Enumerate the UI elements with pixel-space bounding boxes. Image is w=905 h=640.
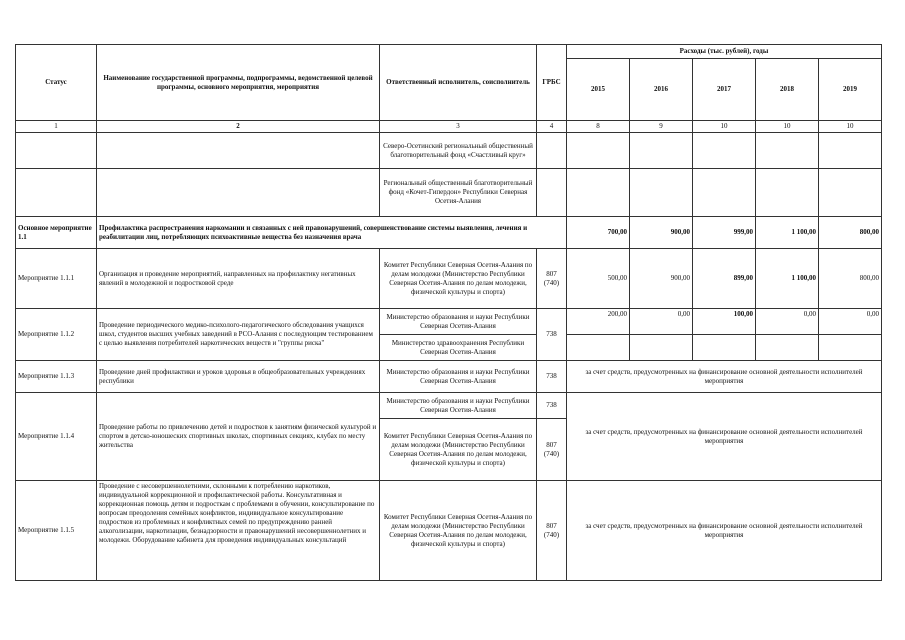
value-cell: 200,00: [567, 309, 630, 335]
grbs-cell: 738: [537, 309, 567, 361]
col-number: 10: [693, 121, 756, 133]
name-cell: Организация и проведение мероприятий, направленных на профилактику негативных явлений в молодежной и подростковой среде: [97, 249, 380, 309]
status-cell: Мероприятие 1.1.3: [16, 361, 97, 393]
executor-cell: Комитет Республики Северная Осетия-Алания по делам молодежи (Министерство Республики Северная Осетия-Алания по делам молодежи, физической культуры и спорта): [380, 249, 537, 309]
col-number: 9: [630, 121, 693, 133]
executor-cell: Министерство здравоохранения Республики Северная Осетия-Алания: [380, 335, 537, 361]
header-name: Наименование государственной программы, подпрограммы, ведомственной целевой программы, основного мероприятия, мероприятия: [97, 45, 380, 121]
status-cell: Мероприятие 1.1.2: [16, 309, 97, 361]
status-cell: Мероприятие 1.1.1: [16, 249, 97, 309]
header-expenses: Расходы (тыс. рублей), годы: [567, 45, 882, 59]
table-row: [16, 309, 882, 335]
executor-cell: Министерство образования и науки Республики Северная Осетия-Алания: [380, 393, 537, 419]
value-cell: 899,00: [693, 249, 756, 309]
table-row: [16, 249, 882, 309]
col-number: 4: [537, 121, 567, 133]
value-cell: 800,00: [819, 217, 882, 249]
value-cell: 0,00: [630, 309, 693, 335]
status-cell: Мероприятие 1.1.4: [16, 393, 97, 481]
executor-cell: Региональный общественный благотворительный фонд «Кочет-Гипердон» Республики Северная Осетия-Алания: [380, 169, 537, 217]
grbs-cell: 807 (740): [537, 419, 567, 481]
grbs-cell: 738: [537, 393, 567, 419]
grbs-cell: 807 (740): [537, 249, 567, 309]
status-cell: Мероприятие 1.1.5: [16, 481, 97, 581]
value-cell: 900,00: [630, 249, 693, 309]
table-row: [16, 169, 882, 217]
value-cell: 900,00: [630, 217, 693, 249]
header-year: 2017: [693, 59, 756, 121]
name-cell: Проведение работы по привлечению детей и подростков к занятиям физической культурой и спортом в детско-юношеских спортивных школах, спортивных секциях, клубах по месту жительства: [97, 393, 380, 481]
funding-note: за счет средств, предусмотренных на финансирование основной деятельности исполнителей мероприятия: [567, 481, 882, 581]
table-row: [16, 133, 882, 169]
executor-cell: Министерство образования и науки Республики Северная Осетия-Алания: [380, 309, 537, 335]
col-number: 8: [567, 121, 630, 133]
value-cell: 800,00: [819, 249, 882, 309]
program-table: [15, 44, 882, 581]
header-grbs: ГРБС: [537, 45, 567, 121]
executor-cell: Комитет Республики Северная Осетия-Алания по делам молодежи (Министерство Республики Северная Осетия-Алания по делам молодежи, физической культуры и спорта): [380, 419, 537, 481]
name-cell: Проведение с несовершеннолетними, склонными к потреблению наркотиков, индивидуальной коррекционной и профилактической работы. Консультативная и коррекционная помощь детям и подросткам с проблемами в обучении, консультирование по вопросам преодоления семейных конфликтов, индивидуальное консультирование подростков из проблемных и конфликтных семей по предупреждению ранней алкоголизации, наркотизации, безнадзорности и правонарушений несовершеннолетних и молодежи. Оборудование кабинета для проведения индивидуальных консультаций: [97, 481, 380, 581]
name-cell: Проведение периодического медико-психолого-педагогического обследования учащихся школ, студентов высших учебных заведений в РСО-Алания с последующим тестированием с целью выявления потребителей наркотических веществ и "группы риска": [97, 309, 380, 361]
header-year: 2015: [567, 59, 630, 121]
header-year: 2016: [630, 59, 693, 121]
value-cell: 999,00: [693, 217, 756, 249]
table-row: [16, 393, 882, 419]
col-number: 2: [97, 121, 380, 133]
table-row: [16, 481, 882, 581]
value-cell: 0,00: [756, 309, 819, 335]
executor-cell: Комитет Республики Северная Осетия-Алания по делам молодежи (Министерство Республики Северная Осетия-Алания по делам молодежи, физической культуры и спорта): [380, 481, 537, 581]
header-year: 2018: [756, 59, 819, 121]
value-cell: 1 100,00: [756, 249, 819, 309]
executor-cell: Северо-Осетинский региональный общественный благотворительный фонд «Счастливый круг»: [380, 133, 537, 169]
table-row: [16, 217, 882, 249]
header-year: 2019: [819, 59, 882, 121]
value-cell: 500,00: [567, 249, 630, 309]
value-cell: 0,00: [819, 309, 882, 335]
grbs-cell: 738: [537, 361, 567, 393]
status-cell: Основное мероприятие 1.1: [16, 217, 97, 249]
funding-note: за счет средств, предусмотренных на финансирование основной деятельности исполнителей мероприятия: [567, 393, 882, 481]
funding-note: за счет средств, предусмотренных на финансирование основной деятельности исполнителей мероприятия: [567, 361, 882, 393]
col-number: 3: [380, 121, 537, 133]
header-status: Статус: [16, 45, 97, 121]
col-number: 1: [16, 121, 97, 133]
header-executor: Ответственный исполнитель, соисполнитель: [380, 45, 537, 121]
col-number: 10: [756, 121, 819, 133]
table-row: [16, 361, 882, 393]
column-number-row: [16, 121, 882, 133]
executor-cell: Министерство образования и науки Республики Северная Осетия-Алания: [380, 361, 537, 393]
name-cell: Проведение дней профилактики и уроков здоровья в общеобразовательных учреждениях республики: [97, 361, 380, 393]
value-cell: 1 100,00: [756, 217, 819, 249]
value-cell: 700,00: [567, 217, 630, 249]
name-cell: Профилактика распространения наркомании и связанных с ней правонарушений, совершенствование системы выявления, лечения и реабилитации лиц, потребляющих психоактивные вещества без назначения врача: [97, 217, 567, 249]
col-number: 10: [819, 121, 882, 133]
grbs-cell: 807 (740): [537, 481, 567, 581]
value-cell: 100,00: [693, 309, 756, 335]
